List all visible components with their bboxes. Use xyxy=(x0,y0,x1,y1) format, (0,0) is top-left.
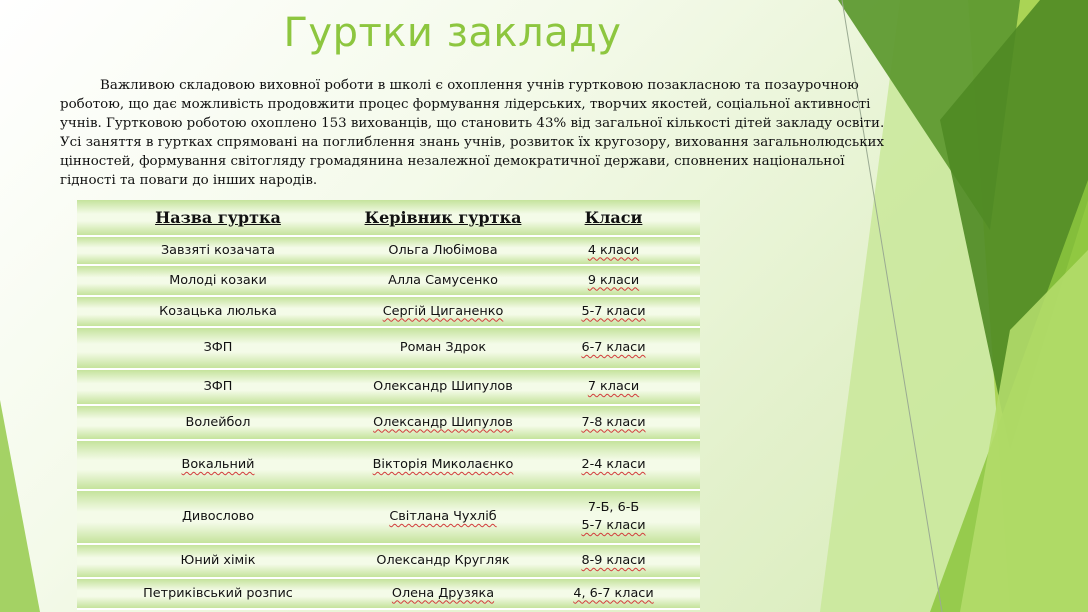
club-classes-value: 7 класи xyxy=(587,379,640,394)
club-name: ЗФП xyxy=(203,340,233,355)
club-classes xyxy=(527,552,700,570)
club-name: Петриківський розпис xyxy=(143,585,293,601)
club-leader xyxy=(359,508,527,526)
club-classes-line2 xyxy=(527,517,700,535)
club-leader: Олександр Кругляк xyxy=(376,553,510,568)
club-leader-value: Світлана Чухліб xyxy=(389,509,497,524)
club-classes-value: 2-4 класи xyxy=(581,457,646,472)
club-leader xyxy=(359,303,527,321)
club-leader: Олександр Шипулов xyxy=(373,379,513,394)
column-header-name: Назва гуртка xyxy=(155,207,281,227)
club-leader xyxy=(359,414,527,432)
club-classes-line2-value: 5-7 класи xyxy=(581,518,646,533)
table-row xyxy=(77,491,700,545)
club-classes-value: 9 класи xyxy=(587,272,640,288)
club-name xyxy=(77,456,359,474)
club-leader: Роман Здрок xyxy=(399,340,487,355)
club-leader xyxy=(359,585,527,603)
club-classes xyxy=(527,339,700,357)
club-classes xyxy=(527,585,700,603)
club-classes-value: 4 класи xyxy=(587,242,640,258)
table-row xyxy=(77,297,700,328)
club-name: ЗФП xyxy=(203,379,233,394)
table-row xyxy=(77,370,700,406)
club-leader-value: Олександр Шипулов xyxy=(373,414,513,430)
club-classes xyxy=(527,499,700,535)
club-name: Юний хімік xyxy=(180,553,256,568)
club-leader-value: Вікторія Миколаєнко xyxy=(372,457,514,472)
club-classes-value: 6-7 класи xyxy=(581,340,646,355)
club-classes-value: 8-9 класи xyxy=(581,553,646,568)
club-classes xyxy=(527,456,700,474)
table-row xyxy=(77,328,700,370)
club-classes-value: 7-8 класи xyxy=(581,414,646,430)
club-classes xyxy=(527,378,700,396)
club-name: Козацька люлька xyxy=(159,303,277,319)
club-classes xyxy=(527,303,700,321)
table-row xyxy=(77,545,700,579)
club-leader: Ольга Любімова xyxy=(388,242,498,258)
club-name: Молоді козаки xyxy=(169,272,267,288)
club-leader-value: Сергій Циганенко xyxy=(382,303,504,319)
club-classes xyxy=(527,272,700,290)
club-classes xyxy=(527,242,700,260)
table-row xyxy=(77,406,700,441)
page-title: Гуртки закладу xyxy=(283,10,622,56)
column-header-leader: Керівник гуртка xyxy=(364,207,522,227)
club-classes-line1: 7-Б, 6-Б xyxy=(587,500,640,515)
club-leader xyxy=(359,456,527,474)
club-classes xyxy=(527,414,700,432)
club-leader: Алла Самусенко xyxy=(388,272,498,288)
club-leader-value: Олена Друзяка xyxy=(391,585,495,601)
table-row xyxy=(77,579,700,610)
table-row xyxy=(77,237,700,266)
intro-paragraph: Важливою складовою виховної роботи в школі є охоплення учнів гуртковою позакласною та позаурочною роботою, що дає можливість продовжити процес формування лідерських, творчих якостей, соціальної активності учнів. Гуртковою роботою охоплено 153 вихованців, що становить 43% від загальної кількості дітей закладу освіти. Усі заняття в гуртках спрямовані на поглиблення знань учнів, розвиток їх кругозору, виховання загальнолюдських цінностей, формування світогляду громадянина незалежної демократичної держави, сповнених національної гідності та поваги до інших народів. xyxy=(60,78,885,188)
club-classes-value: 4, 6-7 класи xyxy=(573,585,654,601)
table-header-row xyxy=(77,200,700,237)
club-name: Волейбол xyxy=(185,414,251,430)
column-header-classes: Класи xyxy=(584,207,643,227)
deco-shape-bottom-left xyxy=(0,400,40,612)
club-name-value: Вокальний xyxy=(181,457,255,472)
table-row xyxy=(77,441,700,491)
club-name: Дивослово xyxy=(181,509,255,524)
table-row xyxy=(77,266,700,297)
club-classes-value: 5-7 класи xyxy=(581,303,646,319)
club-name: Завзяті козачата xyxy=(160,242,276,258)
clubs-table xyxy=(77,200,700,610)
